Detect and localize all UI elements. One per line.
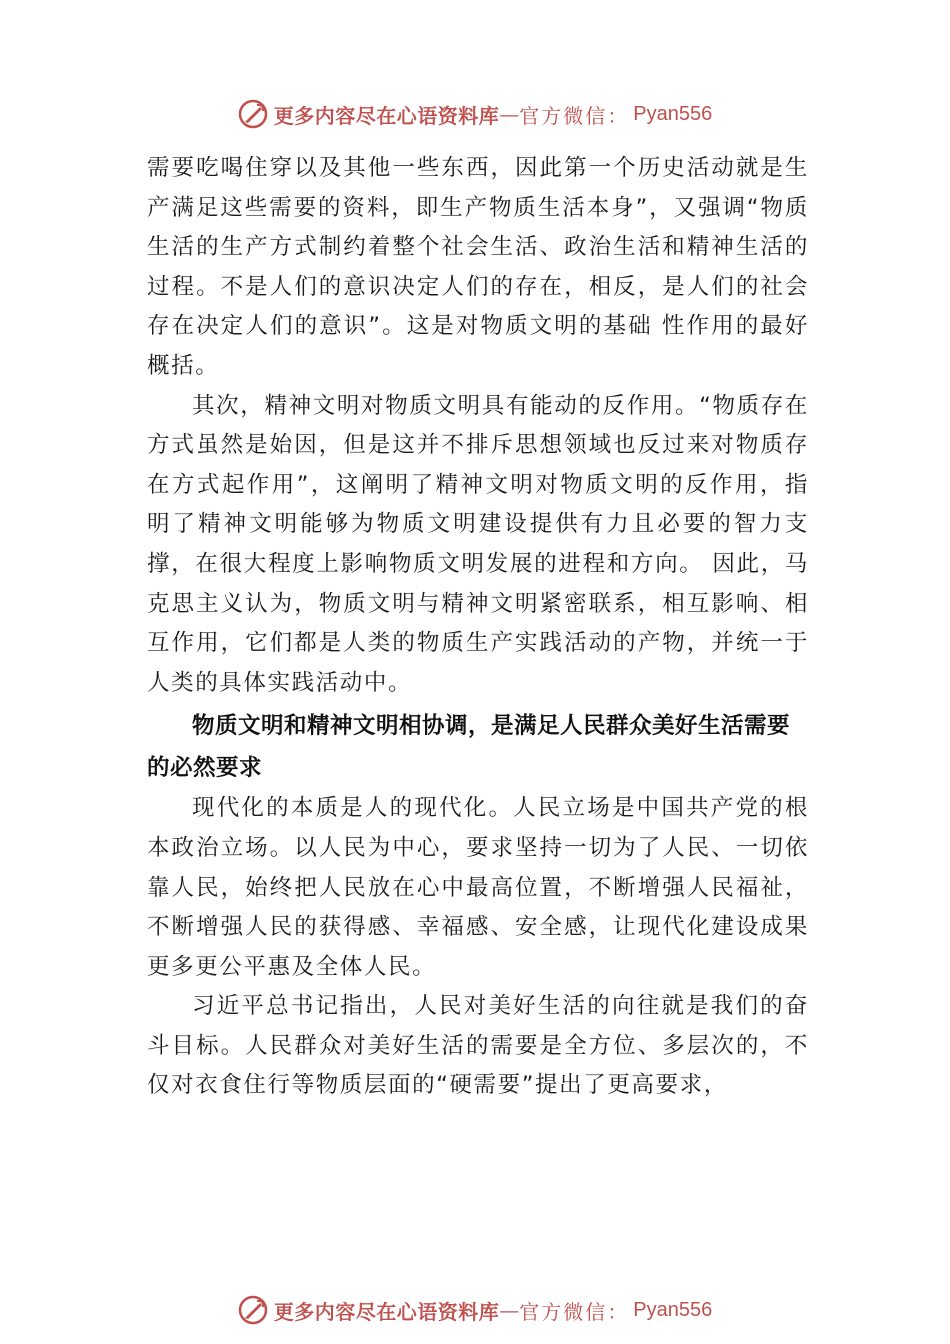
header-dash: — — [499, 102, 520, 126]
quill-pen-seal-icon — [238, 99, 268, 129]
quill-pen-seal-icon — [238, 1295, 268, 1325]
footer-banner — [0, 1290, 950, 1330]
header-site-name: 更多内容尽在心语资料库 — [273, 103, 500, 128]
header-wechat-id: Pyan556 — [633, 102, 713, 125]
paragraph-continuation: 需要吃喝住穿以及其他一些东西，因此第一个历史活动就是生产满足这些需要的资料，即生产物质生活本身”，又强调“物质生活的生产方式制约着整个社会生活、政治生活和精神生活的过程。不是人们的意识决定人们的存在，相反，是人们的社会存在决定人们的意识”。这是对物质文明的基础 性作用的最好概括。 — [147, 155, 809, 379]
footer-dash: — — [499, 1298, 520, 1322]
paragraph-modernization: 现代化的本质是人的现代化。人民立场是中国共产党的根本政治立场。以人民为中心，要求坚持一切为了人民、一切依靠人民，始终把人民放在心中最高位置，不断增强人民福祉，不断增强人民的获得感、幸福感、安全感，让现代化建设成果更多更公平惠及全体人民。 — [147, 795, 809, 980]
header-wechat-label: 官方微信： — [519, 103, 630, 128]
header-banner — [0, 94, 950, 134]
document-body — [147, 149, 809, 1106]
section-heading: 物质文明和精神文明相协调，是满足人民群众美好生活需要的必然要求 — [147, 713, 791, 782]
paragraph-spiritual-reaction: 其次，精神文明对物质文明具有能动的反作用。“物质存在方式虽然是始因，但是这并不排斥思想领域也反过来对物质存在方式起作用”，这阐明了精神文明对物质文明的反作用，指明了精神文明能够为物质文明建设提供有力且必要的智力支撑，在很大程度上影响物质文明发展的进程和方向。 因此，马克思主义认为，物质文明与精神文明紧密联系，相互影响、相互作用，它们都是人类的物质生产实践活动的产物，并统一于人类的具体实践活动中。 — [147, 392, 809, 696]
footer-site-name: 更多内容尽在心语资料库 — [273, 1299, 500, 1324]
footer-wechat-label: 官方微信： — [519, 1299, 630, 1324]
footer-wechat-id: Pyan556 — [633, 1298, 713, 1321]
paragraph-better-life: 习近平总书记指出，人民对美好生活的向往就是我们的奋斗目标。人民群众对美好生活的需要是全方位、多层次的，不仅对衣食住行等物质层面的“硬需要”提出了更高要求， — [147, 993, 809, 1099]
